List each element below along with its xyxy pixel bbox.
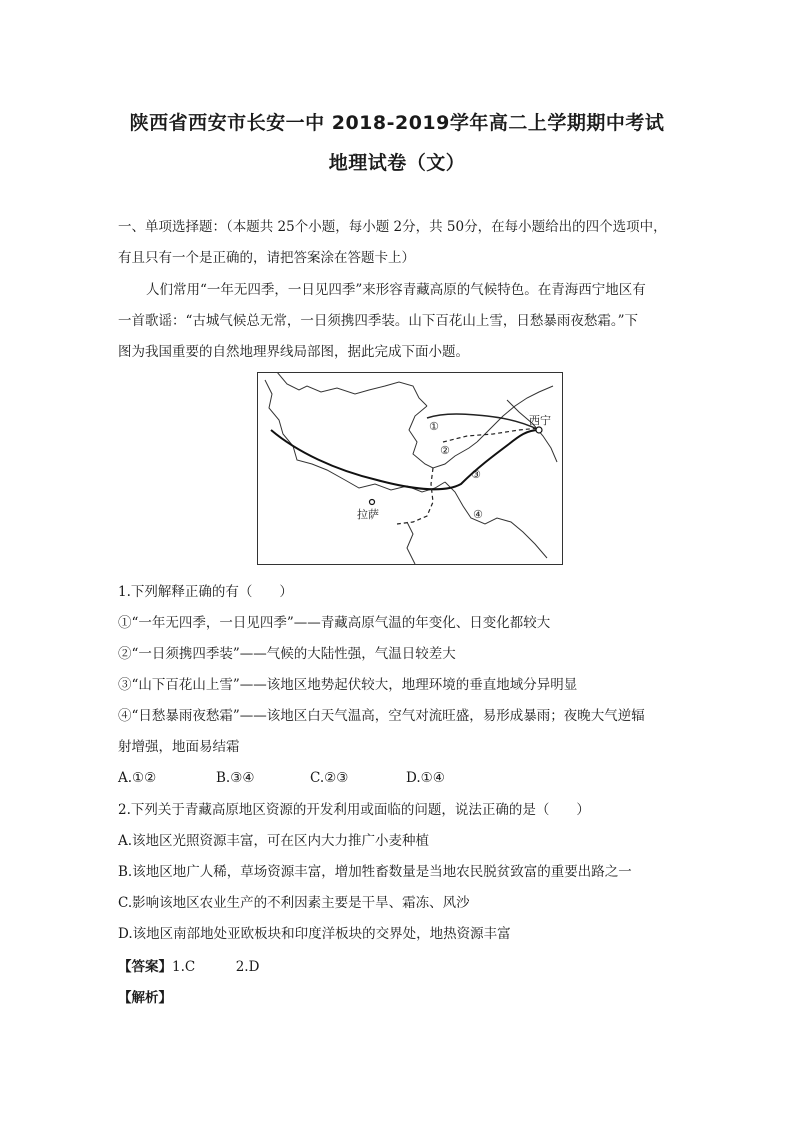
q1-statement-1: ①“一年无四季，一日见四季”——青藏高原气温的年变化、日变化都较大 (118, 615, 551, 631)
intro-line-1: 人们常用“一年无四季，一日见四季”来形容青藏高原的气候特色。在青海西宁地区有 (146, 282, 646, 298)
q2-option-d: D.该地区南部地处亚欧板块和印度洋板块的交界处，地热资源丰富 (118, 926, 511, 942)
q2-option-b: B.该地区地广人稀，草场资源丰富，增加牲畜数量是当地农民脱贫致富的重要出路之一 (118, 864, 632, 880)
boundary-map-svg (257, 372, 563, 565)
boundary-map-figure (257, 372, 563, 565)
intro-line-3: 图为我国重要的自然地理界线局部图，据此完成下面小题。 (118, 344, 469, 360)
xining-point (536, 427, 542, 433)
section-instructions-line-2: 有且只有一个是正确的，请把答案涂在答题卡上） (118, 250, 415, 266)
label-xining: 西宁 (529, 414, 551, 427)
answer-label: 【答案】 (118, 959, 172, 975)
q1-statement-2: ②“一日须携四季装”——气候的大陆性强，气温日较差大 (118, 646, 456, 662)
lhasa-point (370, 500, 375, 505)
page-title-line-2: 地理试卷（文） (328, 152, 466, 174)
q1-statement-3: ③“山下百花山上雪”——该地区地势起伏较大，地理环境的垂直地域分异明显 (118, 677, 578, 693)
q1-statement-4b: 射增强，地面易结霜 (118, 739, 240, 755)
q2-option-c: C.影响该地区农业生产的不利因素主要是干旱、霜冻、风沙 (118, 895, 470, 911)
q1-option-d: D.①④ (406, 770, 445, 786)
marker-4: ④ (473, 508, 483, 521)
section-instructions-line-1: 一、单项选择题：（本题共 25个小题，每小题 2分，共 50分，在每小题给出的四个选项中， (118, 219, 667, 235)
q1-statement-4a: ④“日愁暴雨夜愁霜”——该地区白天气温高，空气对流旺盛，易形成暴雨；夜晚大气逆辐 (118, 708, 645, 724)
marker-2: ② (440, 444, 450, 457)
page-title-line-1: 陕西省西安市长安一中 2018-2019学年高二上学期期中考试 (129, 112, 665, 134)
q1-option-b: B.③④ (216, 770, 255, 786)
answer-text: 1.C 2.D (172, 959, 260, 975)
q2-option-a: A.该地区光照资源丰富，可在区内大力推广小麦种植 (118, 833, 430, 849)
label-lhasa: 拉萨 (357, 508, 379, 521)
analysis-label: 【解析】 (118, 990, 172, 1006)
answer-line (118, 957, 678, 977)
q1-option-c: C.②③ (310, 770, 349, 786)
q2-stem: 2.下列关于青藏高原地区资源的开发利用或面临的问题，说法正确的是（ ） (118, 802, 590, 818)
q1-stem: 1.下列解释正确的有（ ） (118, 584, 293, 600)
map-frame (258, 373, 563, 565)
intro-line-2: 一首歌谣：“古城气候总无常，一日须携四季装。山下百花山上雪，日愁暴雨夜愁霜。”下 (118, 313, 639, 329)
q1-option-a: A.①② (118, 770, 157, 786)
marker-1: ① (429, 420, 439, 433)
marker-3: ③ (471, 468, 481, 481)
